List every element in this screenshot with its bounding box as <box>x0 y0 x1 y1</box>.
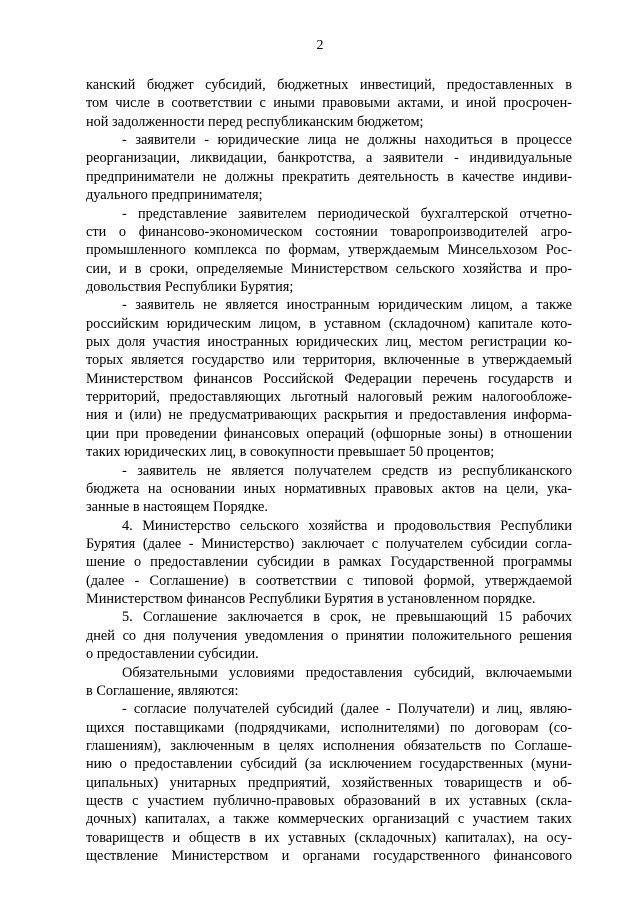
text-line: глашениям), заключенным в целях исполнения обязательств по Соглаше- <box>86 737 572 754</box>
text-line: довольствия Республики Бурятия; <box>86 278 294 295</box>
text-line: канский бюджет субсидий, бюджетных инвестиций, предоставленных в <box>86 77 572 93</box>
text-line: шение о предоставлении субсидии в рамках Государственной программы <box>86 554 572 571</box>
text-line: бюджета на основании иных нормативных правовых актов на цели, ука- <box>86 480 572 497</box>
text-line: рых доля участия иностранных юридических лиц, местом регистрации ко- <box>86 334 572 351</box>
text-line: (далее - Соглашение) в соответствии с типовой формой, утверждаемой <box>86 572 572 589</box>
text-line: Бурятия (далее - Министерство) заключает с получателем субсидии согла- <box>86 535 572 552</box>
text-line: сии, и в сроки, определяемые Министерством сельского хозяйства и про- <box>86 260 572 277</box>
text-line: таких юридических лиц, в совокупности превышает 50 процентов; <box>86 444 495 461</box>
text-line: Министерством финансов Республики Бурятия в установленном порядке. <box>86 591 536 608</box>
text-line: том числе в соответствии с иными правовыми актами, и иной просрочен- <box>86 95 572 112</box>
text-line: ции при проведении финансовых операций (офшорные зоны) в отношении <box>86 425 572 442</box>
text-line: предприниматели не должны прекратить деятельность в качестве индиви- <box>86 168 572 185</box>
text-line: дочных) капиталах, а также коммерческих организаций с участием таких <box>86 811 572 828</box>
text-line: Обязательными условиями предоставления субсидий, включаемыми <box>122 664 572 681</box>
text-line: реорганизации, ликвидации, банкротства, а заявители - индивидуальные <box>86 150 572 167</box>
text-line: - заявитель не является получателем средств из республиканского <box>122 462 572 479</box>
text-line: Министерством финансов Российской Федерации перечень государств и <box>86 370 572 387</box>
text-line: щихся поставщиками (подрядчиками, исполнителями) по договорам (со- <box>86 719 572 736</box>
text-line: товариществ и обществ в их уставных (складочных) капиталах), на осу- <box>86 829 572 846</box>
text-line: - представление заявителем периодической бухгалтерской отчетно- <box>122 205 572 222</box>
text-line: - заявители - юридические лица не должны находиться в процессе <box>122 132 572 149</box>
page-number: 2 <box>316 38 324 53</box>
text-line: - согласие получателей субсидий (далее - Получатели) и лиц, являю- <box>122 701 572 718</box>
text-line: дней со дня получения уведомления о принятии положительного решения <box>86 627 572 644</box>
text-line: о предоставлении субсидии. <box>86 646 259 663</box>
text-line: торых является государство или территория, включенные в утверждаемый <box>86 352 572 369</box>
text-line: 5. Соглашение заключается в срок, не превышающий 15 рабочих <box>122 609 572 626</box>
text-line: территорий, предоставляющих льготный налоговый режим налогообложе- <box>86 389 572 406</box>
text-line: ществ с участием публично-правовых образований в их уставных (скла- <box>86 793 572 810</box>
text-line: 4. Министерство сельского хозяйства и продовольствия Республики <box>122 517 572 534</box>
text-line: ной задолженности перед республиканским бюджетом; <box>86 113 424 130</box>
text-line: ществление Министерством и органами государственного финансового <box>86 848 572 865</box>
text-line: дуального предпринимателя; <box>86 187 263 204</box>
text-line: ципальных) унитарных предприятий, хозяйственных товариществ и об- <box>86 774 572 791</box>
text-line: российским юридическим лицом, в уставном (складочном) капитале кото- <box>86 315 572 332</box>
text-line: ния и (или) не предусматривающих раскрытия и предоставления информа- <box>86 407 572 424</box>
text-line: - заявитель не является иностранным юридическим лицом, а также <box>122 297 572 314</box>
text-line: занные в настоящем Порядке. <box>86 499 268 516</box>
text-line: промышленного комплекса по формам, утверждаемым Минсельхозом Рос- <box>86 242 572 259</box>
text-line: сти о финансово-экономическом состоянии товаропроизводителей агро- <box>86 223 572 240</box>
text-line: нию о предоставлении субсидий (за исключением государственных (муни- <box>86 756 572 773</box>
document-body <box>86 76 572 865</box>
text-line: в Соглашение, являются: <box>86 682 239 699</box>
